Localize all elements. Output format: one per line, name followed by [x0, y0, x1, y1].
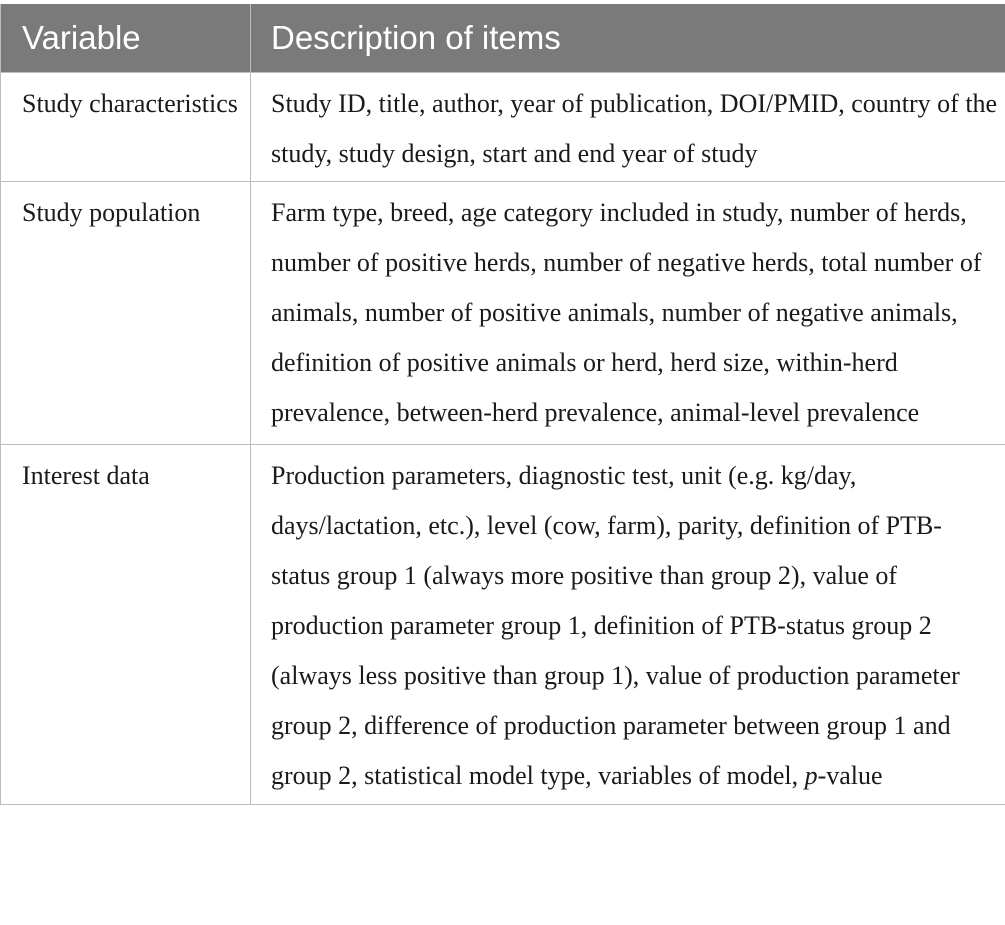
row-variable-study-characteristics: Study characteristics [1, 73, 251, 182]
p-value-italic: p [804, 761, 818, 790]
row-description-study-characteristics: Study ID, title, author, year of publication, DOI/PMID, country of the study, study design, start and end year of study [251, 73, 1005, 182]
p-value-tail: -value [817, 761, 883, 790]
row-variable-study-population: Study population [1, 182, 251, 445]
header-description: Description of items [251, 4, 1005, 73]
table-header-row [1, 4, 1005, 73]
table-row [1, 445, 1005, 805]
variables-table [0, 4, 1005, 805]
table-row [1, 73, 1005, 182]
interest-data-text: Production parameters, diagnostic test, unit (e.g. kg/day, days/lactation, etc.), level (cow, farm), parity, definition of PTB-status group 1 (always more positive than group 2), value of production parameter group 1, definition of PTB-status group 2 (always less positive than group 1), value of production parameter group 2, difference of production parameter between group 1 and group 2, statistical model type, variables of model, [271, 461, 960, 790]
row-description-study-population: Farm type, breed, age category included in study, number of herds, number of positive herds, number of negative herds, total number of animals, number of positive animals, number of negative animals, definition of positive animals or herd, herd size, within-herd prevalence, between-herd prevalence, animal-level prevalence [251, 182, 1005, 445]
table-row [1, 182, 1005, 445]
row-description-interest-data [251, 445, 1005, 805]
row-variable-interest-data: Interest data [1, 445, 251, 805]
header-variable: Variable [1, 4, 251, 73]
